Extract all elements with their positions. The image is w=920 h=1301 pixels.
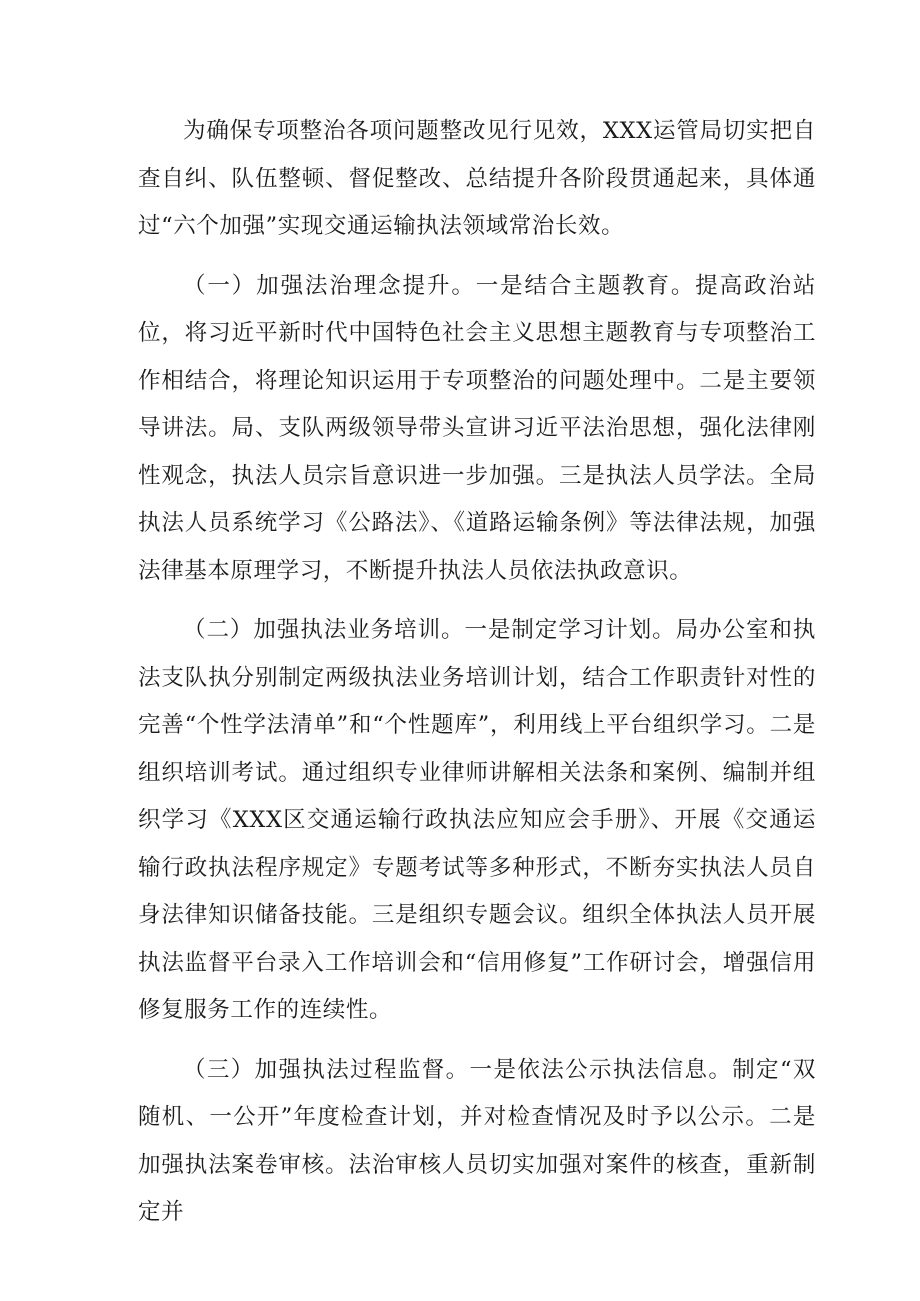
section-1-paragraph: （一）加强法治理念提升。一是结合主题教育。提高政治站位，将习近平新时代中国特色社会主义思想主题教育与专项整治工作相结合，将理论知识运用于专项整治的问题处理中。二是主要领导讲法。局、支队两级领导带头宣讲习近平法治思想，强化法律刚性观念，执法人员宗旨意识进一步加强。三是执法人员学法。全局执法人员系统学习《公路法》、《道路运输条例》等法律法规，加强法律基本原理学习，不断提升执法人员依法执政意识。 xyxy=(138,272,816,584)
section-3-paragraph: （三）加强执法过程监督。一是依法公示执法信息。制定“双随机、一公开”年度检查计划，并对检查情况及时予以公示。二是加强执法案卷审核。法治审核人员切实加强对案件的核查，重新制定并 xyxy=(138,1056,816,1225)
intro-paragraph: 为确保专项整治各项问题整改见行见效，XXX运管局切实把自查自纠、队伍整顿、督促整改、总结提升各阶段贯通起来，具体通过“六个加强”实现交通运输执法领域常治长效。 xyxy=(138,118,816,239)
section-2-paragraph: （二）加强执法业务培训。一是制定学习计划。局办公室和执法支队执分别制定两级执法业务培训计划，结合工作职责针对性的完善“个性学法清单”和“个性题库”，利用线上平台组织学习。二是组织培训考试。通过组织专业律师讲解相关法条和案例、编制并组织学习《XXX区交通运输行政执法应知应会手册》、开展《交通运输行政执法程序规定》专题考试等多种形式，不断夯实执法人员自身法律知识储备技能。三是组织专题会议。组织全体执法人员开展执法监督平台录入工作培训会和“信用修复”工作研讨会，增强信用修复服务工作的连续性。 xyxy=(138,617,816,1023)
